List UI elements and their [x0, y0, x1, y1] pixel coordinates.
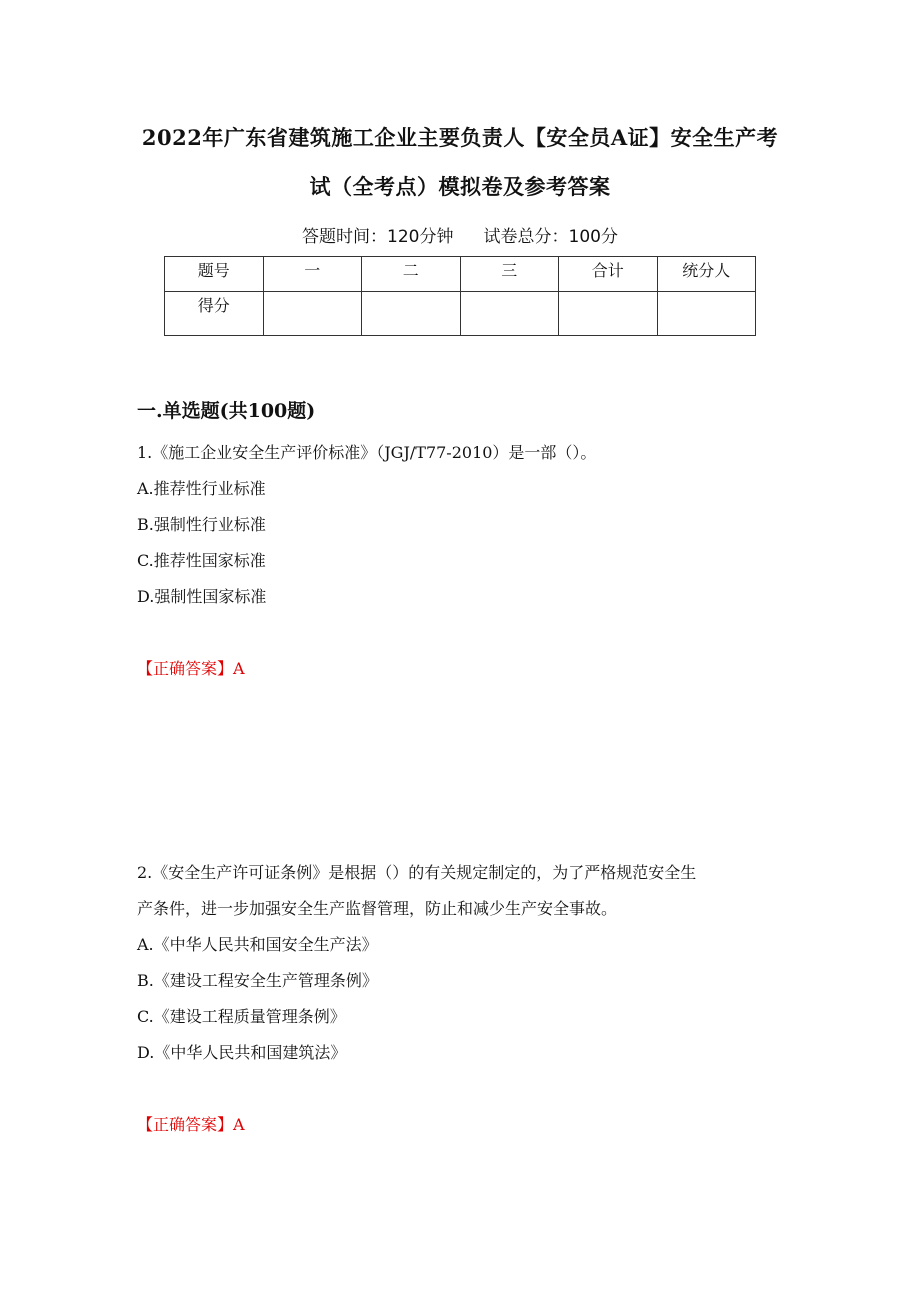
score-header-cell: 题号 [165, 257, 264, 292]
question-2-answer [137, 1114, 245, 1136]
score-cell[interactable] [559, 292, 658, 336]
score-header-cell: 合计 [559, 257, 658, 292]
question-2-option-d: D.《中华人民共和国建筑法》 [137, 1043, 347, 1062]
score-cell[interactable] [362, 292, 461, 336]
question-2-stem-line-2: 产条件，进一步加强安全生产监督管理，防止和减少生产安全事故。 [137, 899, 618, 918]
exam-total-score: 试卷总分：100分 [483, 227, 618, 247]
answer-value: A [233, 659, 245, 678]
score-cell[interactable] [657, 292, 756, 336]
exam-title-line-1: 2022年广东省建筑施工企业主要负责人【安全员A证】安全生产考 [141, 125, 779, 150]
answer-label: 【正确答案】 [137, 659, 234, 678]
question-1-answer [137, 658, 245, 680]
score-table-header-row [165, 257, 756, 292]
score-header-cell: 统分人 [657, 257, 756, 292]
exam-time: 答题时间：120分钟 [302, 227, 454, 247]
question-1-option-c: C.推荐性国家标准 [137, 551, 266, 570]
question-2-stem-line-1: 2.《安全生产许可证条例》是根据（）的有关规定制定的，为了严格规范安全生 [137, 863, 697, 882]
score-cell[interactable] [460, 292, 559, 336]
question-2-option-a: A.《中华人民共和国安全生产法》 [137, 935, 378, 954]
score-table-score-row [165, 292, 756, 336]
score-header-cell: 一 [263, 257, 362, 292]
score-header-cell: 二 [362, 257, 461, 292]
score-cell[interactable] [263, 292, 362, 336]
question-1-option-d: D.强制性国家标准 [137, 587, 267, 606]
score-header-cell: 三 [460, 257, 559, 292]
question-1-option-b: B.强制性行业标准 [137, 515, 266, 534]
question-2-option-c: C.《建设工程质量管理条例》 [137, 1007, 346, 1026]
answer-value: A [233, 1115, 245, 1134]
answer-label: 【正确答案】 [137, 1115, 234, 1134]
score-row-label: 得分 [165, 292, 264, 336]
score-table [164, 256, 756, 336]
question-1-option-a: A.推荐性行业标准 [137, 479, 266, 498]
question-2-option-b: B.《建设工程安全生产管理条例》 [137, 971, 378, 990]
exam-title-line-2: 试（全考点）模拟卷及参考答案 [309, 174, 611, 199]
exam-meta [0, 222, 920, 247]
question-1-stem: 1.《施工企业安全生产评价标准》（JGJ/T77-2010）是一部（）。 [137, 443, 597, 462]
section-heading: 一.单选题(共100题) [137, 400, 316, 422]
